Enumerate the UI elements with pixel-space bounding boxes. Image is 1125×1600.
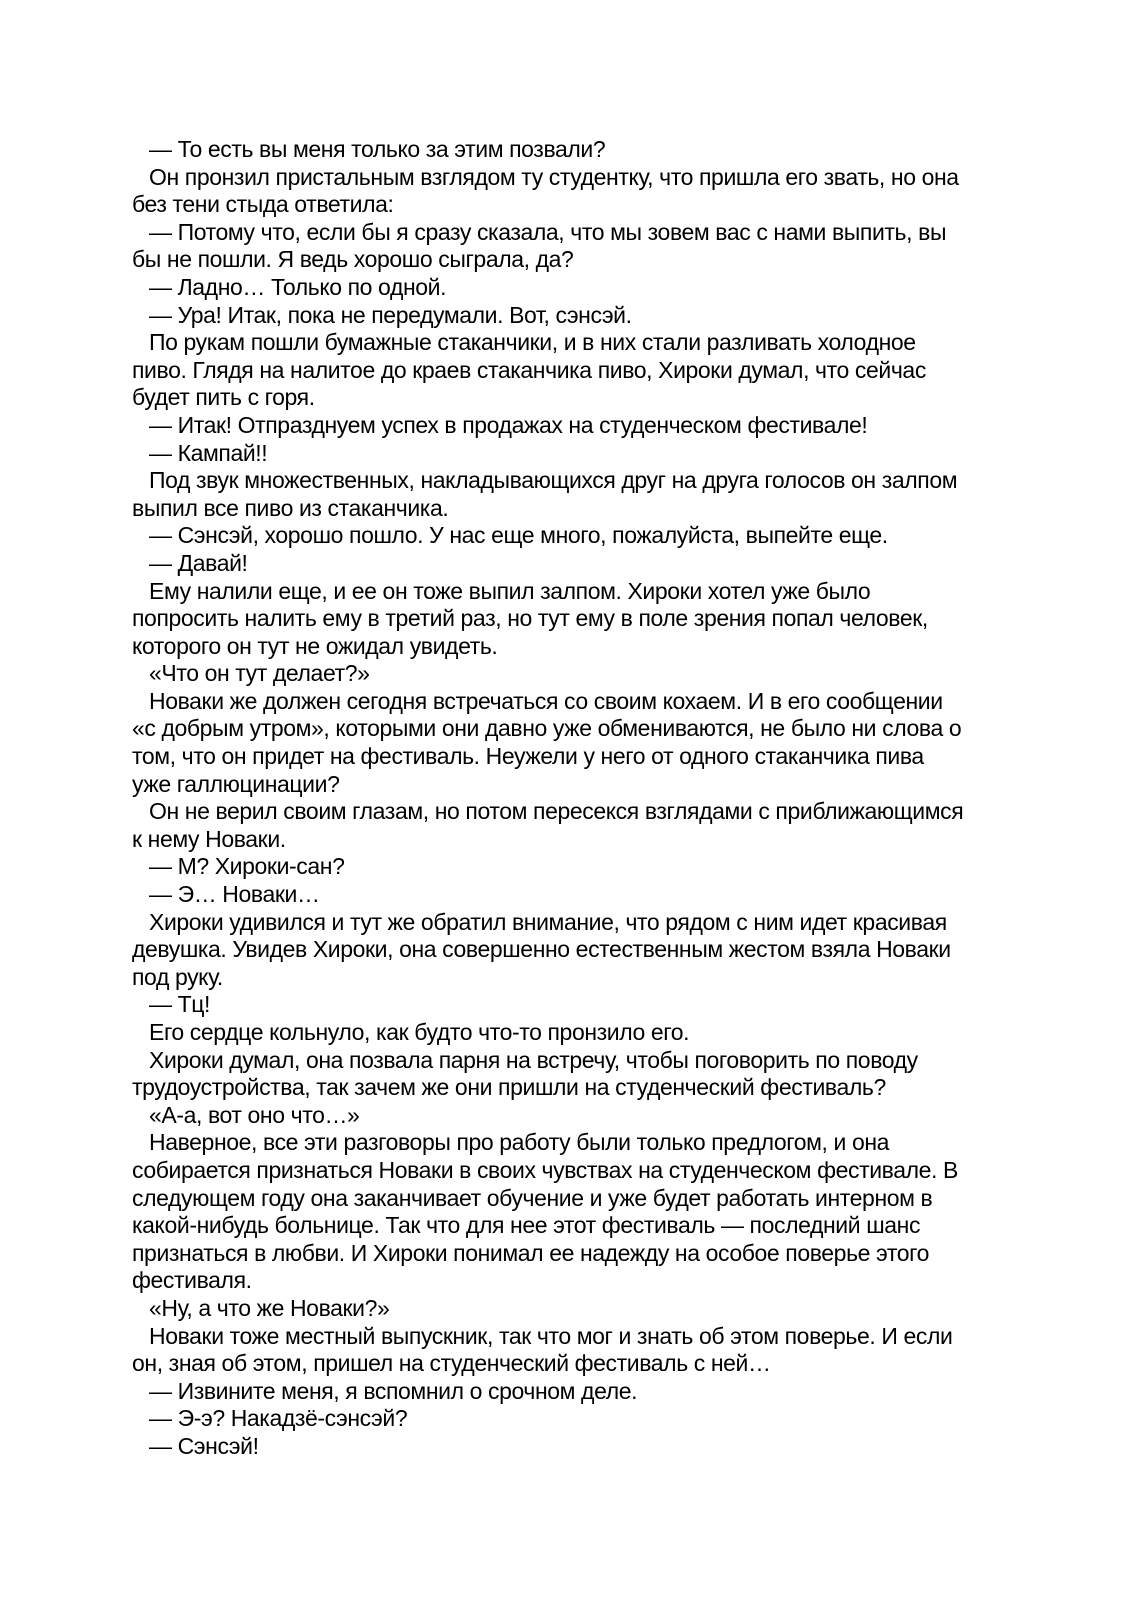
text-line: попросить налить ему в третий раз, но тут ему в поле зрения попал человек, (132, 605, 928, 632)
text-line: — То есть вы меня только за этим позвали? (149, 136, 606, 162)
text-line: — Кампай!! (149, 439, 268, 466)
text-line: следующем году она заканчивает обучение и уже будет работать интерном в (132, 1184, 933, 1211)
text-line: Ему налили еще, и ее он тоже выпил залпом. Хироки хотел уже было (149, 577, 871, 604)
text-line: — М? Хироки-сан? (149, 853, 345, 880)
text-line: «А-а, вот оно что…» (149, 1101, 360, 1128)
text-line: Хироки думал, она позвала парня на встречу, чтобы поговорить по поводу (149, 1046, 918, 1073)
text-line: пиво. Глядя на налитое до краев стаканчика пиво, Хироки думал, что сейчас (132, 356, 926, 383)
text-line: «Ну, а что же Новаки?» (149, 1294, 390, 1321)
text-line: «с добрым утром», которыми они давно уже обмениваются, не было ни слова о (132, 715, 962, 742)
text-line: без тени стыда ответила: (132, 191, 394, 218)
text-line: под руку. (132, 963, 223, 990)
text-line: выпил все пиво из стаканчика. (132, 494, 449, 521)
text-line: По рукам пошли бумажные стаканчики, и в них стали разливать холодное (149, 329, 916, 356)
text-line: — Давай! (149, 549, 248, 576)
text-line: признаться в любви. И Хироки понимал ее надежду на особое поверье этого (132, 1239, 930, 1266)
text-line: фестиваля. (132, 1267, 252, 1294)
text-line: трудоустройства, так зачем же они пришли на студенческий фестиваль? (132, 1074, 886, 1101)
text-line: — Сэнсэй! (149, 1432, 259, 1459)
text-line: собирается признаться Новаки в своих чувствах на студенческом фестивале. В (132, 1156, 958, 1183)
text-line: Под звук множественных, накладывающихся друг на друга голосов он залпом (149, 467, 958, 494)
text-line: которого он тут не ожидал увидеть. (132, 632, 498, 659)
text-line: — Ладно… Только по одной. (149, 273, 447, 300)
text-line: Он не верил своим глазам, но потом пересекся взглядами с приближающимся (149, 798, 964, 825)
text-line: — Э-э? Накадзё-сэнсэй? (149, 1405, 408, 1432)
text-line: том, что он придет на фестиваль. Неужели у него от одного стаканчика пива (132, 743, 924, 770)
text-line: — Ура! Итак, пока не передумали. Вот, сэнсэй. (149, 301, 632, 328)
text-line: — Э… Новаки… (149, 881, 320, 908)
text-line: будет пить с горя. (132, 384, 315, 411)
text-line: уже галлюцинации? (132, 770, 340, 797)
text-line: Новаки же должен сегодня встречаться со своим кохаем. И в его сообщении (149, 687, 943, 714)
text-line: Наверное, все эти разговоры про работу были только предлогом, и она (149, 1129, 890, 1156)
text-line: Его сердце кольнуло, как будто что-то пронзило его. (149, 1019, 690, 1045)
text-line: Хироки удивился и тут же обратил внимание, что рядом с ним идет красивая (149, 908, 947, 935)
text-line: Новаки тоже местный выпускник, так что мог и знать об этом поверье. И если (149, 1322, 953, 1349)
text-line: — Итак! Отпразднуем успех в продажах на студенческом фестивале! (149, 411, 868, 438)
text-line: Он пронзил пристальным взглядом ту студентку, что пришла его звать, но она (149, 163, 959, 190)
text-line: к нему Новаки. (132, 825, 286, 852)
text-block (132, 136, 1004, 1461)
text-line: какой-нибудь больнице. Так что для нее этот фестиваль — последний шанс (132, 1212, 921, 1239)
text-line: девушка. Увидев Хироки, она совершенно естественным жестом взяла Новаки (132, 936, 951, 963)
text-line: «Что он тут делает?» (149, 660, 370, 687)
text-line: — Сэнсэй, хорошо пошло. У нас еще много, пожалуйста, выпейте еще. (149, 522, 888, 549)
text-line: он, зная об этом, пришел на студенческий фестиваль с ней… (132, 1350, 771, 1377)
text-line: бы не пошли. Я ведь хорошо сыграла, да? (132, 246, 574, 273)
text-line: — Потому что, если бы я сразу сказала, что мы зовем вас с нами выпить, вы (149, 218, 947, 245)
text-line: — Извините меня, я вспомнил о срочном деле. (149, 1377, 638, 1404)
text-line: — Тц! (149, 991, 211, 1018)
